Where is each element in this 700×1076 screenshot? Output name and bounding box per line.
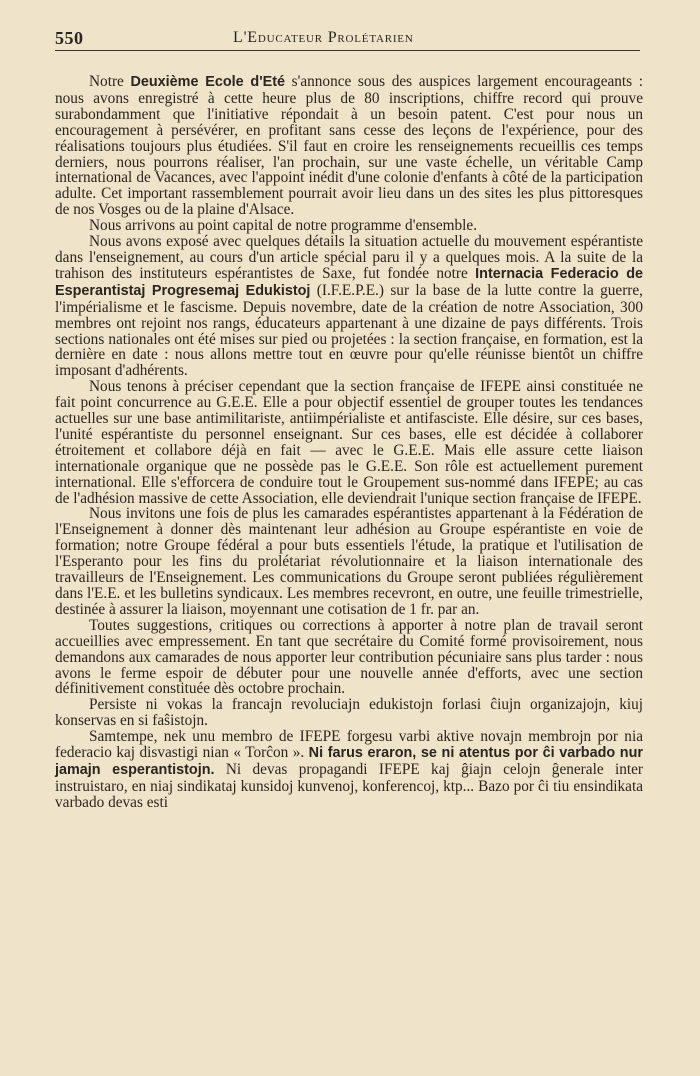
bold-phrase: Internacia Federacio de Esperantistaj Progresemaj Edukistoj [55, 265, 643, 299]
page-header [55, 26, 640, 51]
paragraph: Samtempe, nek unu membro de IFEPE forgesu varbi aktive novajn membrojn por nia federacio kaj disvastigi nian « Torĉon ». Ni farus eraron, se ni atentus por ĉi varbado nur jamajn esperantistojn. Ni devas propagandi IFEPE kaj ĝiajn celojn ĝenerale inter instruistaro, en niaj sindikataj kunsidoj kunvenoj, konferencoj, ktp... Bazo por ĉi tiu ensindikata varbado devas esti [55, 728, 644, 811]
paragraph: Nous tenons à préciser cependant que la section française de IFEPE ainsi constituée ne fait point concurrence au G.E.E. Elle a pour objectif essentiel de grouper toutes les tendances actuelles sur une base antimilitariste, antiimpérialiste et antifasciste. Elle désire, sur ces bases, l'unité espérantiste du personnel enseignant. Sur ces bases, elle est décidée à collaborer étroitement et collabore déjà en fait — avec le G.E.E. Mais elle assure cette liaison internationale organique que ne possède pas le G.E.E. Son rôle est actuellement purement international. Elle s'efforcera de conduire tout le Groupement sus-nommé dans IFEPE; au cas de l'adhésion massive de cette Association, elle deviendrait l'unique section française de IFEPE. [55, 378, 643, 507]
paragraph: Nous invitons une fois de plus les camarades espérantistes appartenant à la Fédération de l'Enseignement à donner dès maintenant leur adhésion au Groupe espérantiste en voie de formation; notre Groupe fédéral a pour buts essentiels l'étude, la pratique et l'utilisation de l'Esperanto pour les fins du prolétariat révolutionnaire et la liaison internationale des travailleurs de l'Enseignement. Les communications du Groupe seront publiées régulièrement dans l'E.E. et les bulletins syndicaux. Les membres recevront, en outre, une feuille trimestrielle, destinée à assurer la liaison, moyennant une cotisation de 1 fr. par an. [55, 505, 643, 618]
paragraph: Toutes suggestions, critiques ou corrections à apporter à notre plan de travail seront accueillies avec empressement. En tant que secrétaire du Comité formé provisoirement, nous demandons aux camarades de nous apporter leur contribution pécuniaire sans plus tarder : nous avons le ferme espoir de débuter pour une nouvelle année d'efforts, avec une section définitivement constituée dès octobre prochain. [55, 616, 643, 698]
article-body [55, 74, 643, 811]
running-title: L'Educateur Prolétarien [233, 29, 414, 46]
paragraph: Notre Deuxième Ecole d'Eté s'annonce sous des auspices largement encourageants : nous avons enregistré à cette heure plus de 80 inscriptions, chiffre record qui prouve surabondamment que l'initiative répondait à un besoin patent. C'est pour nous un encouragement à persévérer, en profitant sans cesse des leçons de l'expérience, pour des réalisations toujours plus étudiées. S'il faut en croire les renseignements recueillis ces temps derniers, nous pourrons réaliser, l'an prochain, sur une vaste échelle, un véritable Camp international de Vacances, avec l'appoint inédit d'une colonie d'enfants à côté de la participation adulte. Cet important rassemblement pourrait avoir lieu dans un des sites les plus pittoresques de nos Vosges ou de la plaine d'Alsace. [55, 73, 643, 219]
paragraph: Nous arrivons au point capital de notre programme d'ensemble. [89, 217, 478, 235]
page-number: 550 [55, 28, 84, 48]
bold-phrase: Ni farus eraron, se ni atentus por ĉi varbado nur jamajn esperantistojn. [55, 745, 643, 778]
bold-phrase: Deuxième Ecole d'Eté [130, 74, 286, 90]
paragraph: Nous avons exposé avec quelques détails la situation actuelle du mouvement espérantiste dans l'enseignement, au cours d'un article spécial paru il y a quelques mois. A la suite de la trahison des instituteurs espérantistes de Saxe, fut fondée notre Internacia Federacio de Esperantistaj Progresemaj Edukistoj (I.F.E.P.E.) sur la base de la lutte contre la guerre, l'impérialisme et le fascisme. Depuis novembre, date de la création de notre Association, 300 membres ont rejoint nos rangs, éducateurs appartenant à une dizaine de pays différents. Trois sections nationales ont été mises sur pied ou projetées : la section française, en formation, est la dernière en date : nous allons mettre tout en œuvre pour qu'elle réunisse bientôt un chiffre imposant d'adhérents. [55, 233, 644, 380]
paragraph: Persiste ni vokas la francajn revoluciajn edukistojn forlasi ĉiujn organizajojn, kiuj konservas en si faŝistojn. [55, 696, 643, 730]
